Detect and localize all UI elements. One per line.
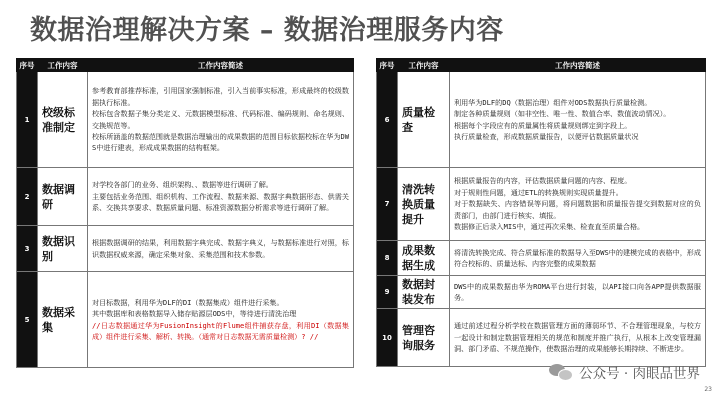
work-item: 成果数据生成 xyxy=(398,241,450,276)
description-line: //日志数据通过华为FusionInsight的Flume组件捕获存盘，利用DI（数据集成）组件进行采集、解析、转换。（通常对日志数据无需质量检测）? // xyxy=(92,320,349,341)
work-description xyxy=(450,168,706,241)
description-line: 其中数据库和表格数据导入储存贴源层ODS中，等待进行清洗治理 xyxy=(92,309,297,319)
work-item: 质量检查 xyxy=(398,72,450,168)
description-line: 参考教育部推荐标准，引用国家强制标准，引入当前事实标准，形成最终的校级数据执行标准。 xyxy=(92,86,349,107)
row-number: 8 xyxy=(377,241,398,276)
row-number: 6 xyxy=(377,72,398,168)
work-description xyxy=(450,72,706,168)
table-row xyxy=(377,72,706,168)
work-description xyxy=(88,226,354,272)
row-number: 9 xyxy=(377,276,398,309)
table-row xyxy=(377,309,706,367)
wechat-icon xyxy=(549,363,573,381)
row-number: 1 xyxy=(17,72,38,168)
header-item: 工作内容 xyxy=(38,59,88,72)
table-row xyxy=(377,168,706,241)
right-service-table xyxy=(376,58,706,367)
work-item: 数据识别 xyxy=(38,226,88,272)
description-line: 执行质量检查，形成数据质量报告，以便评估数据质量状况 xyxy=(454,131,639,141)
table-header-row xyxy=(17,59,354,72)
work-description xyxy=(88,272,354,368)
header-desc: 工作内容简述 xyxy=(450,59,706,72)
work-item: 管理咨询服务 xyxy=(398,309,450,367)
description-line: 制定各种质量规则（如非空性、唯一性、数值合率、数值波动情况）。 xyxy=(454,109,671,119)
work-description xyxy=(450,241,706,276)
page-title: 数据治理解决方案 – 数据治理服务内容 xyxy=(30,15,504,46)
description-line: DWS中的成果数据由华为ROMA平台进行封装，以API接口向各APP提供数据服务。 xyxy=(454,281,701,302)
table-row xyxy=(17,226,354,272)
left-service-table xyxy=(16,58,354,368)
work-description xyxy=(88,168,354,226)
work-item: 数据封装发布 xyxy=(398,276,450,309)
header-item: 工作内容 xyxy=(398,59,450,72)
work-item: 数据采集 xyxy=(38,272,88,368)
description-line: 根据质量报告的内容，评估数据质量问题的内容、程度。 xyxy=(454,176,632,186)
row-number: 5 xyxy=(17,272,38,368)
table-row xyxy=(17,168,354,226)
row-number: 2 xyxy=(17,168,38,226)
table-row xyxy=(17,272,354,368)
work-description xyxy=(88,72,354,168)
footer-watermark xyxy=(549,362,700,382)
header-num: 序号 xyxy=(377,59,398,72)
row-number: 7 xyxy=(377,168,398,241)
header-desc: 工作内容简述 xyxy=(88,59,354,72)
table-header-row xyxy=(377,59,706,72)
header-num: 序号 xyxy=(17,59,38,72)
description-line: 对于规则性问题，通过ETL的转换规则实现质量提升。 xyxy=(454,187,623,197)
work-description xyxy=(450,309,706,367)
page-number: 23 xyxy=(704,386,712,393)
description-line: 对于数据缺失、内容错误等问题，将问题数据和质量报告提交到数据对应的负责部门，由部门进行核实、填报。 xyxy=(454,199,701,220)
description-line: 根据每个字段应有的质量属性将质量规则绑定到字段上。 xyxy=(454,120,632,130)
description-line: 主要包括业务范围、组织机构、工作流程、数据来源、数据字典数据形态、供需关系、交换共享要求、数据质量问题、标准资源数据分析需求等进行调研了解。 xyxy=(92,191,349,213)
work-item: 数据调研 xyxy=(38,168,88,226)
row-number: 3 xyxy=(17,226,38,272)
work-item: 清洗转换质量提升 xyxy=(398,168,450,241)
description-line: 将清洗转换完成、符合质量标准的数据导入至DWS中的建模完成的表格中，形成符合校标的、质量达标、内容完整的成果数据 xyxy=(454,247,701,268)
description-line: 通过前述过程分析学校在数据管理方面的薄弱环节、不合理管理现象，与校方一起设计和制定数据管理相关的规范和制度并推广执行，从根本上改变管理漏洞、部门矛盾、不规范操作，使数据治理的成果能够长期持续、不断进步。 xyxy=(454,321,701,354)
description-line: 对目标数据，利用华为DLF的DI（数据集成）组件进行采集。 xyxy=(92,297,284,307)
description-line: 校标所涵盖的数据范围就是数据治理输出的成果数据的范围目标依据校标在华为DWS中进行建表，形成成果数据的结构框架。 xyxy=(92,131,349,153)
work-item: 校级标准制定 xyxy=(38,72,88,168)
description-line: 利用华为DLF的DQ（数据治理）组件对ODS数据执行质量检测。 xyxy=(454,97,652,107)
description-line: 数据修正后录入MIS中，通过再次采集、检查直至质量合格。 xyxy=(454,222,645,232)
description-line: 根据数据调研的结果，利用数据字典完成、数据字典义，与数据标准进行对照，标识数据权威来源，确定采集对象、采集范围和技术参数。 xyxy=(92,238,349,259)
table-row xyxy=(377,276,706,309)
work-description xyxy=(450,276,706,309)
row-number: 10 xyxy=(377,309,398,367)
table-row xyxy=(377,241,706,276)
description-line: 对学校各部门的业务、组织架构、、数据等进行调研了解。 xyxy=(92,180,273,190)
table-row xyxy=(17,72,354,168)
description-line: 校标包含数据子集分类定义、元数据模型标准、代码标准、编码规则、命名规则、交换规范等。 xyxy=(92,109,349,130)
footer-text: 公众号 · 肉眼品世界 xyxy=(579,366,700,382)
